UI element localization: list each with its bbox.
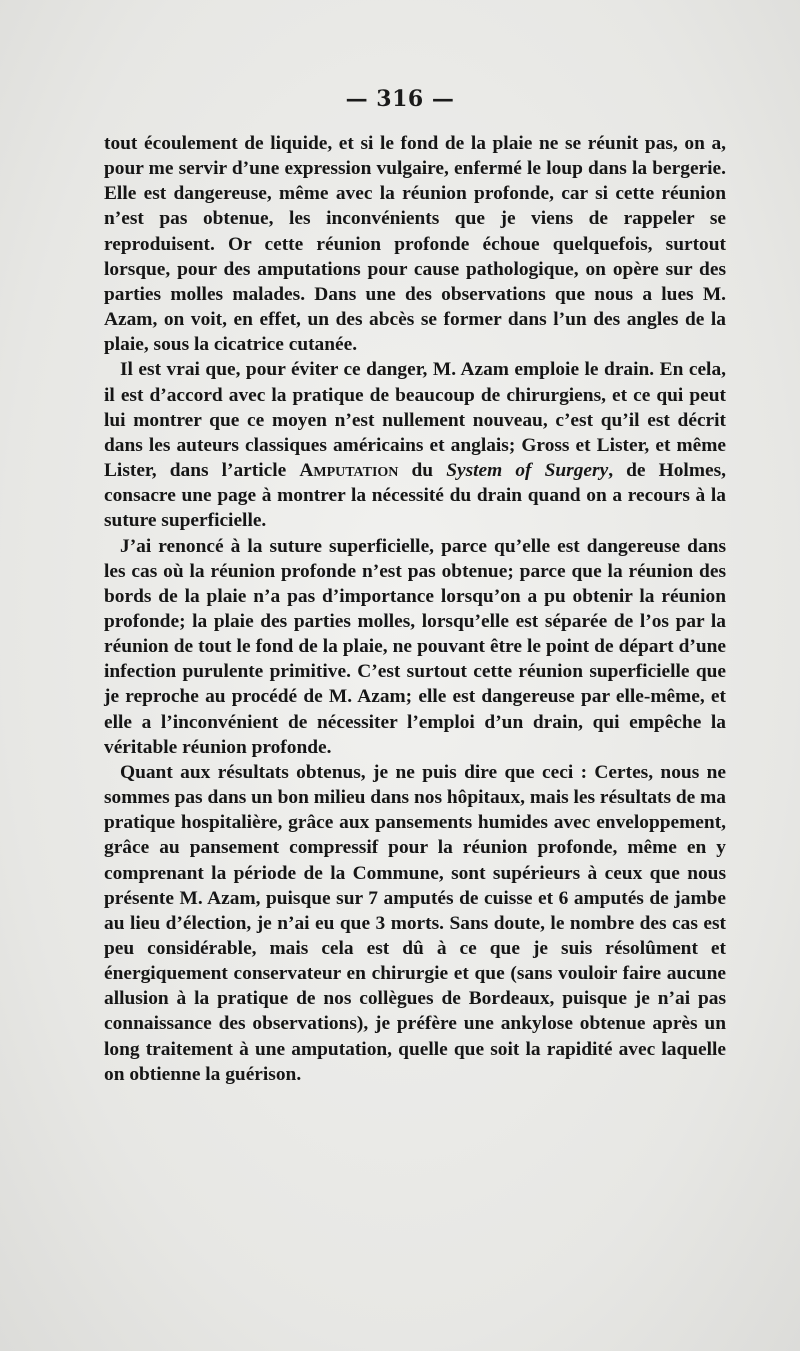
body-text (104, 131, 726, 1087)
paragraph-2-book-title: System of Surgery (446, 460, 609, 482)
page-number: — 316 — (345, 86, 455, 112)
paragraph-2-text-c: , de Holmes, consacre une page à montrer la nécessité du drain quand on a recours à la suture superficielle. (104, 460, 726, 532)
paragraph-1: tout écoulement de liquide, et si le fond de la plaie ne se réunit pas, on a, pour me servir d’une expression vulgaire, enfermé le loup dans la bergerie. Elle est dangereuse, même avec la réunion profonde, car si cette réunion n’est pas obtenue, les inconvénients que je viens de rappeler se reproduisent. Or cette réunion profonde échoue quelquefois, surtout lorsque, pour des amputations pour cause pathologique, on opère sur des parties molles malades. Dans une des observations que nous a lues M. Azam, on voit, en effet, un des abcès se former dans l’un des angles de la plaie, sous la cicatrice cutanée. (104, 133, 726, 356)
paragraph-2-text-b: du (398, 460, 447, 482)
paragraph-2-smallcaps-term: Amputation (299, 460, 399, 482)
paragraph-2-text-a: Il est vrai que, pour éviter ce danger, M. Azam emploie le drain. En cela, il est d’accord avec la pratique de beaucoup de chirurgiens, et ce qui peut lui montrer que ce moyen n’est nullement nouveau, c’est qu’il est décrit dans les auteurs classiques américains et anglais; Gross et Lister, et même Lister, dans l’article (104, 359, 726, 482)
paragraph-2 (104, 357, 726, 533)
paragraph-3: J’ai renoncé à la suture superficielle, parce qu’elle est dangereuse dans les cas où la réunion profonde n’est pas obtenue; parce que la réunion des bords de la plaie n’a pas d’importance lorsqu’on a pu obtenir la réunion profonde; la plaie des parties molles, lorsqu’elle est séparée de l’os par la réunion de tout le fond de la plaie, ne pouvant être le point de départ d’une infection purulente primitive. C’est surtout cette réunion superficielle que je reproche au procédé de M. Azam; elle est dangereuse par elle-même, et elle a l’inconvénient de nécessiter l’emploi d’un drain, qui empêche la véritable réunion profonde. (104, 535, 726, 758)
paragraph-4: Quant aux résultats obtenus, je ne puis dire que ceci : Certes, nous ne sommes pas dans un bon milieu dans nos hôpitaux, mais les résultats de ma pratique hospitalière, grâce aux pansements humides avec enveloppement, grâce au pansement compressif pour la réunion profonde, même en y comprenant la période de la Commune, sont supérieurs à ceux que nous présente M. Azam, puisque sur 7 amputés de cuisse et 6 amputés de jambe au lieu d’élection, je n’ai eu que 3 morts. Sans doute, le nombre des cas est peu considérable, mais cela est dû à ce que je suis résolûment et énergiquement conservateur en chirurgie et que (sans vouloir faire aucune allusion à la pratique de nos collègues de Bordeaux, puisque je n’ai pas connaissance des observations), je préfère une ankylose obtenue après un long traitement à une amputation, quelle que soit la rapidité avec laquelle on obtienne la guérison. (104, 761, 726, 1085)
